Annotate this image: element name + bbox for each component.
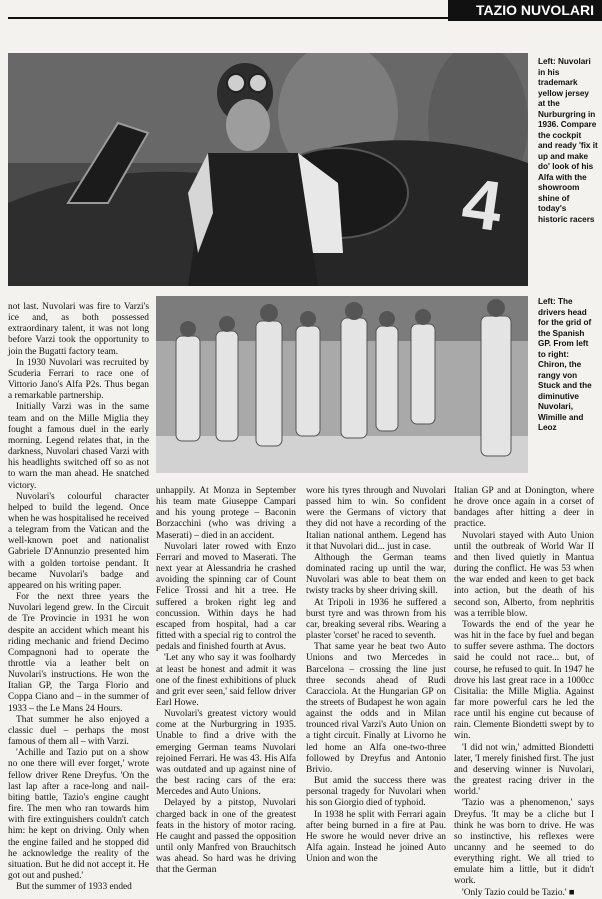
- article-column-4: [454, 486, 594, 899]
- car-number: 4: [457, 163, 507, 246]
- paragraph: But the summer of 1933 ended: [16, 882, 132, 893]
- photo-cockpit-illustration: [8, 53, 528, 286]
- paragraph: unhappily. At Monza in September his team mate Giuseppe Campari and his young protege – Baconin Borzacchini (who was driving a Maserati) – died in an accident.: [156, 486, 296, 541]
- paragraph: But amid the success there was personal tragedy for Nuvolari when his son Giorgio died of typhoid.: [306, 776, 446, 809]
- paragraph: 'Let any who say it was foolhardy at least be honest and admit it was one of the finest exhibitions of pluck and grit ever seen,' said fellow driver Earl Howe.: [156, 653, 296, 708]
- paragraph: Nuvolari's greatest victory would come at the Nurburgring in 1935. Unable to find a drive with the emerging German teams Nuvolari rejoined Ferrari. He was 43. His Alfa was outdated and up against nine of the best racing cars of the era: Mercedes and Auto Unions.: [156, 709, 296, 798]
- paragraph: Italian GP and at Donington, where he drove once again in a corset of bandages after hitting a deer in practice.: [454, 486, 594, 530]
- paragraph: That same year he beat two Auto Unions and two Mercedes in Barcelona – crossing the line just three seconds ahead of Rudi Caracciola. At the Hungarian GP on the streets of Budapest he won again against the odds and in Milan trounced rival Varzi's Auto Union on a tight circuit. Finally at Livorno he led home an Alfa one-two-three followed by Dreyfus and Antonio Brivio.: [306, 642, 446, 775]
- photo-spanish-gp-drivers: [156, 296, 528, 473]
- paragraph: Although the German teams dominated racing up until the war, Nuvolari was able to beat them on twisty tracks by sheer driving skill.: [306, 552, 446, 597]
- paragraph: 'Tazio was a phenomenon,' says Dreyfus. 'It may be a cliche but I think he was born to drive. He was so instinctive, his reflexes were uncanny and he seemed to do everything right. We all tried to emulate him a little, but it didn't work.: [454, 798, 594, 887]
- paragraph: In 1930 Nuvolari was recruited by Scuderia Ferrari to race one of Vittorio Jano's Alfa P2s. Thus began a remarkable partnership.: [8, 357, 149, 402]
- photo-nuvolari-cockpit: [8, 53, 528, 286]
- caption-middle-photo: Left: The drivers head for the grid of the Spanish GP. From left to right: Chiron, the rangy von Stuck and the diminutive Nuvolari, Wimille and Leoz: [538, 297, 592, 432]
- paragraph: not last. Nuvolari was fire to Varzi's ice and, as both possessed extraordinary talent, it was not long before Varzi took the opportunity to join the Bugatti factory team.: [8, 302, 149, 357]
- paragraph: In 1938 he split with Ferrari again after being burned in a fire at Pau. He swore he would never drive an Alfa again. Instead he joined Auto Union and won the: [306, 809, 446, 865]
- paragraph: For the next three years the Nuvolari legend grew. In the Circuit de Tre Provincie in 1931 he won despite an accident which meant his riding mechanic and friend Decimo Compagnoni had to operate the throttle via a leather belt on Nuvolari's instructions. He won the Italian GP, the Targa Florio and Coppa Ciano and – in the summer of 1933 – the Le Mans 24 Hours.: [8, 592, 149, 714]
- header-rule: [8, 17, 448, 19]
- photo-drivers-illustration: [156, 296, 528, 473]
- paragraph: That summer he also enjoyed a classic duel – perhaps the most famous of them all – with Varzi.: [8, 714, 149, 748]
- paragraph: At Tripoli in 1936 he suffered a burst tyre and was thrown from his car, breaking several ribs. Wearing a plaster 'corset' he raced to seventh.: [306, 597, 446, 642]
- article-column-3: [306, 486, 446, 865]
- paragraph: 'Achille and Tazio put on a show no one there will ever forget,' wrote fellow driver Rene Dreyfus. 'On the last lap after a race-long and nail-biting battle, Tazio's engine caught fire. The men who ran towards him with fire extinguishers couldn't catch him: he kept on driving. Only when the engine failed and he stopped did he acknowledge the reality of the situation. But he did not accept it. He got out and pushed.': [8, 748, 149, 881]
- paragraph: Nuvolari later rowed with Enzo Ferrari and moved to Maserati. The next year at Alessandria he crashed avoiding the spinning car of Count Felice Trossi and hit a tree. He suffered a broken right leg and concussion. Within days he had escaped from hospital, had a car fitted with a special rig to control the pedals and finished fourth at Avus.: [156, 541, 296, 653]
- paragraph: Initially Varzi was in the same team and on the Mille Miglia they fought a famous duel in the early morning. Legend relates that, in the darkness, Nuvolari chased Varzi with his headlights switched off so as not to warn the man ahead. He snatched victory.: [8, 402, 149, 491]
- article-column-2: [156, 486, 296, 876]
- paragraph: wore his tyres through and Nuvolari passed him to win. So confident were the Germans of victory that they did not have a recording of the Italian national anthem. Legend has it that Nuvolari did... just in case.: [306, 486, 446, 552]
- paragraph: Delayed by a pitstop, Nuvolari charged back in one of the greatest feats in the history of motor racing. He caught and passed the opposition until only Manfred von Brauchitsch was ahead. So hard was he driving that the German: [156, 798, 296, 876]
- section-title: TAZIO NUVOLARI: [448, 0, 602, 21]
- paragraph: Nuvolari's colourful character helped to build the legend. Once when he was hospitalised he received a telegram from the Vatican and the well-known poet and nationalist Gabriele D'Annunzio presented him with a golden tortoise pendant. It became Nuvolari's badge and appeared on his writing paper.: [8, 491, 149, 591]
- paragraph: 'I did not win,' admitted Biondetti later, 'I merely finished first. The just and deserving winner is Nuvolari, the greatest racing driver in the world.': [454, 742, 594, 798]
- caption-top-photo: Left: Nuvolari in his trademark yellow jersey at the Nurburgring in 1936. Compare the cockpit and ready 'fix it up and make do' look of his Alfa with the showroom shine of today's historic racers: [538, 57, 598, 224]
- paragraph: 'Only Tazio could be Tazio.' ■: [462, 887, 575, 898]
- paragraph: Nuvolari stayed with Auto Union until the outbreak of World War II and then lived quietly in Mantua during the conflict. He was 53 when the war ended and keen to get back into action, but the death of his second son, Alberto, from nephritis was a terrible blow.: [454, 530, 594, 619]
- article-column-1: [8, 302, 149, 893]
- paragraph: Towards the end of the year he was hit in the face by fuel and began to suffer severe asthma. The doctors said he could not race... but, of course, he refused to quit. In 1947 he drove his last great race in a 1000cc Cisitalia: the Mille Miglia. Against far more powerful cars he led the race until his engine cut because of rain. Clemente Biondetti swept by to win.: [454, 619, 594, 742]
